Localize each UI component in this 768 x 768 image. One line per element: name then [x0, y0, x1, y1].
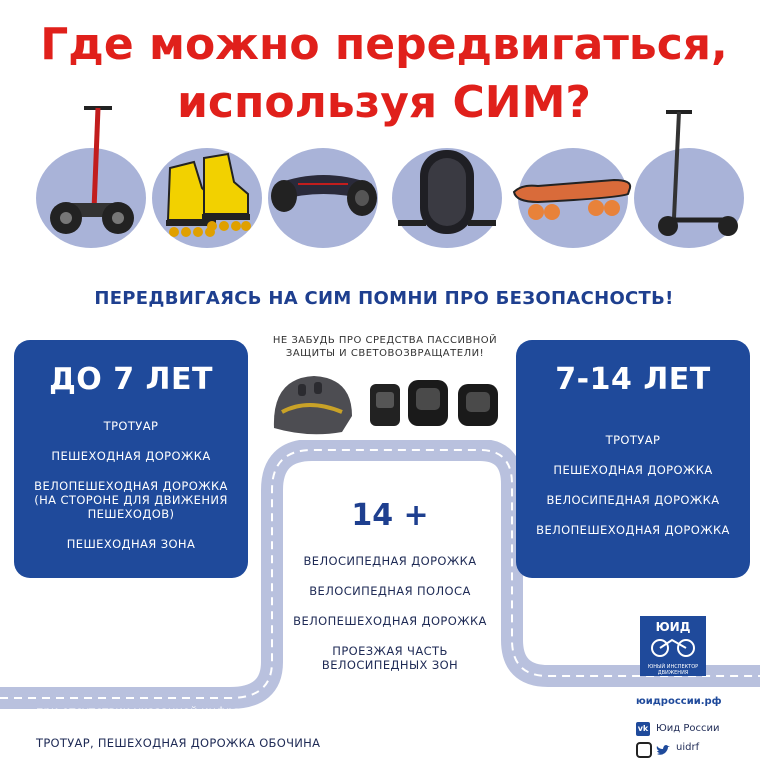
- page-title-line2: используя СИМ?: [177, 77, 591, 128]
- uid-logo: [640, 616, 706, 676]
- knee-pads-icon: [368, 378, 500, 430]
- monowheel-icon: [392, 148, 502, 248]
- skateboard-icon: [518, 148, 628, 248]
- card-7-14-item: ПЕШЕХОДНАЯ ДОРОЖКА: [553, 463, 713, 477]
- card-7-14-item: ТРОТУАР: [605, 433, 661, 447]
- vk-label[interactable]: Юид России: [656, 723, 720, 734]
- card-under-7-item: ПЕШЕХОДОВ): [87, 507, 175, 521]
- uid-logo-caption: ЮНЫЙ ИНСПЕКТОР ДВИЖЕНИЯ: [647, 664, 699, 676]
- footer-fallback: ТРОТУАР, ПЕШЕХОДНАЯ ДОРОЖКА ОБОЧИНА: [36, 736, 321, 750]
- kick-scooter-icon: [634, 148, 744, 248]
- safety-slogan: ПЕРЕДВИГАЯСЬ НА СИМ ПОМНИ ПРО БЕЗОПАСНОСТЬ!: [94, 288, 674, 309]
- hoverboard-icon: [268, 148, 378, 248]
- block-14plus-item: ВЕЛОСИПЕДНАЯ ДОРОЖКА: [303, 554, 477, 568]
- protection-hint-line1: НЕ ЗАБУДЬ ПРО СРЕДСТВА ПАССИВНОЙ: [272, 335, 498, 346]
- block-14plus-item: ВЕЛОПЕШЕХОДНАЯ ДОРОЖКА: [293, 614, 487, 628]
- social-handle[interactable]: uidrf: [676, 742, 700, 753]
- card-7-14-item: ВЕЛОСИПЕДНАЯ ДОРОЖКА: [546, 493, 720, 507]
- card-7-14-title: 7-14 ЛЕТ: [555, 362, 711, 397]
- card-under-7-item: ВЕЛОПЕШЕХОДНАЯ ДОРОЖКА: [34, 479, 228, 493]
- block-14plus-title: 14 +: [351, 498, 429, 533]
- brand-site-link[interactable]: юидроссии.рф: [636, 696, 722, 707]
- vk-icon[interactable]: vk: [636, 722, 650, 736]
- block-14plus-item: ПРОЕЗЖАЯ ЧАСТЬ: [332, 644, 448, 658]
- card-7-14: [516, 340, 750, 578]
- uid-logo-text: ЮИД: [655, 620, 691, 634]
- segway-icon: [36, 148, 146, 248]
- bicycle-icon: [640, 634, 706, 660]
- protection-hint-line2: ЗАЩИТЫ И СВЕТОВОЗВРАЩАТЕЛИ!: [285, 348, 485, 359]
- footer-note: при отсутствии указанной инфраструктуры:: [36, 704, 309, 718]
- instagram-icon[interactable]: [636, 742, 652, 758]
- card-under-7-item: ПЕШЕХОДНАЯ ЗОНА: [66, 537, 196, 551]
- block-14plus-item: ВЕЛОСИПЕДНАЯ ПОЛОСА: [309, 584, 471, 598]
- card-7-14-item: ВЕЛОПЕШЕХОДНАЯ ДОРОЖКА: [536, 523, 730, 537]
- card-under-7-item: ПЕШЕХОДНАЯ ДОРОЖКА: [51, 449, 211, 463]
- block-14plus-item: ВЕЛОСИПЕДНЫХ ЗОН: [321, 658, 459, 672]
- card-under-7: [14, 340, 248, 578]
- page-title-line1: Где можно передвигаться,: [40, 19, 728, 70]
- card-under-7-item: ТРОТУАР: [103, 419, 159, 433]
- helmet-icon: [268, 368, 358, 440]
- card-under-7-title: ДО 7 ЛЕТ: [49, 362, 213, 397]
- twitter-icon[interactable]: [656, 742, 670, 754]
- card-under-7-item: (НА СТОРОНЕ ДЛЯ ДВИЖЕНИЯ: [34, 493, 228, 507]
- roller-skates-icon: [152, 148, 262, 248]
- protection-hint: [240, 334, 530, 360]
